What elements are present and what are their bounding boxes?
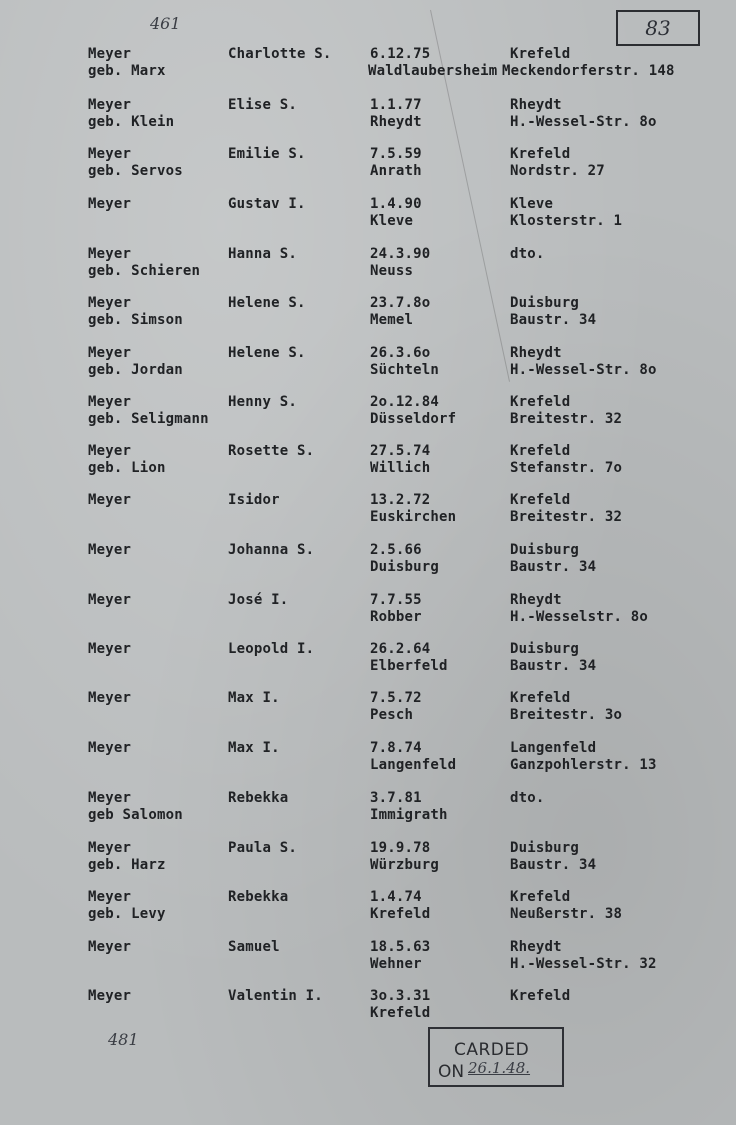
entry-street: Breitestr. 32 xyxy=(510,411,623,427)
entry-surname: Meyer xyxy=(88,394,132,410)
entry-street: Stefanstr. 7o xyxy=(510,460,623,476)
entry-maiden-name: geb. Jordan xyxy=(88,362,183,378)
entry-row xyxy=(0,542,736,588)
entry-maiden-name: geb. Lion xyxy=(88,460,166,476)
entry-street: Baustr. 34 xyxy=(510,559,597,575)
stamp-date: 26.1.48. xyxy=(468,1059,531,1077)
entry-city: Rheydt xyxy=(510,345,562,361)
entry-birth-date: 6.12.75 xyxy=(370,46,431,62)
entry-street: Ganzpohlerstr. 13 xyxy=(510,757,657,773)
entry-city: Langenfeld xyxy=(510,740,597,756)
entry-birth-date: 24.3.90 xyxy=(370,246,431,262)
entry-street: H.-Wessel-Str. 8o xyxy=(510,114,657,130)
entry-row xyxy=(0,592,736,638)
entry-birth-place: Willich xyxy=(370,460,431,476)
entry-birth-date: 7.5.72 xyxy=(370,690,422,706)
entry-birth-place: Süchteln xyxy=(370,362,440,378)
entry-row xyxy=(0,394,736,440)
entry-birth-date: 7.5.59 xyxy=(370,146,422,162)
entry-birth-place: Pesch xyxy=(370,707,414,723)
entry-given-name: Isidor xyxy=(228,492,280,508)
entry-street: Baustr. 34 xyxy=(510,658,597,674)
entry-row xyxy=(0,939,736,985)
entry-given-name: Charlotte S. xyxy=(228,46,332,62)
entry-birth-place: Rheydt xyxy=(370,114,422,130)
entry-birth-date: 26.3.6o xyxy=(370,345,431,361)
entry-maiden-name: geb. Klein xyxy=(88,114,175,130)
entry-birth-date: 19.9.78 xyxy=(370,840,431,856)
entry-row xyxy=(0,97,736,143)
entry-given-name: Rebekka xyxy=(228,790,289,806)
entry-birth-place: Duisburg xyxy=(370,559,440,575)
entry-surname: Meyer xyxy=(88,889,132,905)
entry-row xyxy=(0,46,736,92)
entry-surname: Meyer xyxy=(88,97,132,113)
entry-street: Meckendorferstr. 148 xyxy=(502,63,675,79)
entry-city: dto. xyxy=(510,790,545,806)
entry-maiden-name: geb. Levy xyxy=(88,906,166,922)
entry-row xyxy=(0,889,736,935)
entry-row xyxy=(0,840,736,886)
entry-street: H.-Wessel-Str. 8o xyxy=(510,362,657,378)
entry-maiden-name: geb. Servos xyxy=(88,163,183,179)
entry-birth-date: 3.7.81 xyxy=(370,790,422,806)
entry-city: Rheydt xyxy=(510,592,562,608)
entry-row xyxy=(0,345,736,391)
entry-given-name: Rebekka xyxy=(228,889,289,905)
entry-row xyxy=(0,443,736,489)
entry-surname: Meyer xyxy=(88,840,132,856)
handwritten-number-top: 461 xyxy=(150,14,181,33)
entry-city: Duisburg xyxy=(510,295,580,311)
entry-given-name: Leopold I. xyxy=(228,641,315,657)
entry-birth-place: Elberfeld xyxy=(370,658,448,674)
entry-birth-date: 23.7.8o xyxy=(370,295,431,311)
entry-birth-place: Waldlaubersheim xyxy=(368,63,498,79)
entry-birth-place: Wehner xyxy=(370,956,422,972)
entry-street: H.-Wessel-Str. 32 xyxy=(510,956,657,972)
stamp-on-label: ON xyxy=(438,1062,465,1082)
entry-birth-place: Krefeld xyxy=(370,1005,431,1021)
entry-birth-place: Anrath xyxy=(370,163,422,179)
entry-birth-date: 13.2.72 xyxy=(370,492,431,508)
entry-birth-place: Euskirchen xyxy=(370,509,457,525)
page-number-box: 83 xyxy=(616,10,700,46)
entry-birth-place: Neuss xyxy=(370,263,414,279)
entry-surname: Meyer xyxy=(88,740,132,756)
entry-row xyxy=(0,641,736,687)
entry-city: Krefeld xyxy=(510,690,571,706)
entry-birth-date: 7.7.55 xyxy=(370,592,422,608)
entry-surname: Meyer xyxy=(88,295,132,311)
entry-surname: Meyer xyxy=(88,492,132,508)
entry-birth-date: 1.4.74 xyxy=(370,889,422,905)
entry-birth-date: 27.5.74 xyxy=(370,443,431,459)
entry-surname: Meyer xyxy=(88,641,132,657)
entry-row xyxy=(0,988,736,1034)
entry-birth-date: 26.2.64 xyxy=(370,641,431,657)
entry-birth-place: Krefeld xyxy=(370,906,431,922)
entry-row xyxy=(0,295,736,341)
entry-birth-date: 3o.3.31 xyxy=(370,988,431,1004)
entry-street: Neußerstr. 38 xyxy=(510,906,623,922)
entry-surname: Meyer xyxy=(88,988,132,1004)
entry-given-name: Paula S. xyxy=(228,840,298,856)
entry-given-name: Henny S. xyxy=(228,394,298,410)
entry-birth-date: 7.8.74 xyxy=(370,740,422,756)
entry-city: Krefeld xyxy=(510,46,571,62)
entry-city: Duisburg xyxy=(510,641,580,657)
entry-maiden-name: geb. Marx xyxy=(88,63,166,79)
entry-surname: Meyer xyxy=(88,939,132,955)
entry-row xyxy=(0,740,736,786)
entry-surname: Meyer xyxy=(88,246,132,262)
entry-surname: Meyer xyxy=(88,790,132,806)
entry-street: Breitestr. 32 xyxy=(510,509,623,525)
entry-maiden-name: geb Salomon xyxy=(88,807,183,823)
stamp-carded-label: CARDED xyxy=(454,1040,530,1060)
entry-given-name: Gustav I. xyxy=(228,196,306,212)
entry-birth-place: Immigrath xyxy=(370,807,448,823)
entry-birth-date: 1.1.77 xyxy=(370,97,422,113)
entry-surname: Meyer xyxy=(88,542,132,558)
entry-birth-place: Würzburg xyxy=(370,857,440,873)
entry-row xyxy=(0,146,736,192)
entry-given-name: Elise S. xyxy=(228,97,298,113)
entry-given-name: Valentin I. xyxy=(228,988,323,1004)
entry-surname: Meyer xyxy=(88,690,132,706)
entry-row xyxy=(0,492,736,538)
entry-surname: Meyer xyxy=(88,146,132,162)
entry-row xyxy=(0,246,736,292)
entry-birth-place: Memel xyxy=(370,312,414,328)
entry-city: Krefeld xyxy=(510,889,571,905)
entry-street: Breitestr. 3o xyxy=(510,707,623,723)
entry-given-name: Samuel xyxy=(228,939,280,955)
entry-surname: Meyer xyxy=(88,443,132,459)
entry-surname: Meyer xyxy=(88,592,132,608)
entry-city: dto. xyxy=(510,246,545,262)
entry-surname: Meyer xyxy=(88,196,132,212)
entry-given-name: Johanna S. xyxy=(228,542,315,558)
entry-birth-place: Langenfeld xyxy=(370,757,457,773)
entry-maiden-name: geb. Harz xyxy=(88,857,166,873)
entry-street: Klosterstr. 1 xyxy=(510,213,623,229)
entry-given-name: Hanna S. xyxy=(228,246,298,262)
entry-surname: Meyer xyxy=(88,345,132,361)
entry-city: Krefeld xyxy=(510,394,571,410)
entry-given-name: José I. xyxy=(228,592,289,608)
entry-street: Baustr. 34 xyxy=(510,857,597,873)
entry-maiden-name: geb. Simson xyxy=(88,312,183,328)
entry-street: Baustr. 34 xyxy=(510,312,597,328)
entry-city: Krefeld xyxy=(510,443,571,459)
entry-street: H.-Wesselstr. 8o xyxy=(510,609,649,625)
entry-maiden-name: geb. Seligmann xyxy=(88,411,209,427)
entry-given-name: Emilie S. xyxy=(228,146,306,162)
entry-city: Kleve xyxy=(510,196,554,212)
entry-given-name: Helene S. xyxy=(228,345,306,361)
entry-city: Rheydt xyxy=(510,939,562,955)
entry-row xyxy=(0,790,736,836)
entry-given-name: Max I. xyxy=(228,690,280,706)
entry-maiden-name: geb. Schieren xyxy=(88,263,201,279)
entry-birth-place: Kleve xyxy=(370,213,414,229)
entry-city: Krefeld xyxy=(510,146,571,162)
handwritten-number-bottom: 481 xyxy=(108,1030,139,1049)
carded-stamp xyxy=(428,1027,564,1087)
entry-street: Nordstr. 27 xyxy=(510,163,605,179)
entry-birth-place: Robber xyxy=(370,609,422,625)
entry-birth-place: Düsseldorf xyxy=(370,411,457,427)
entry-given-name: Max I. xyxy=(228,740,280,756)
entry-city: Rheydt xyxy=(510,97,562,113)
entry-row xyxy=(0,196,736,242)
entry-birth-date: 1.4.90 xyxy=(370,196,422,212)
entry-city: Krefeld xyxy=(510,492,571,508)
entry-row xyxy=(0,690,736,736)
entry-birth-date: 2.5.66 xyxy=(370,542,422,558)
entry-surname: Meyer xyxy=(88,46,132,62)
entry-given-name: Helene S. xyxy=(228,295,306,311)
entry-city: Krefeld xyxy=(510,988,571,1004)
entry-given-name: Rosette S. xyxy=(228,443,315,459)
entry-city: Duisburg xyxy=(510,840,580,856)
entry-birth-date: 2o.12.84 xyxy=(370,394,440,410)
entry-city: Duisburg xyxy=(510,542,580,558)
entry-birth-date: 18.5.63 xyxy=(370,939,431,955)
